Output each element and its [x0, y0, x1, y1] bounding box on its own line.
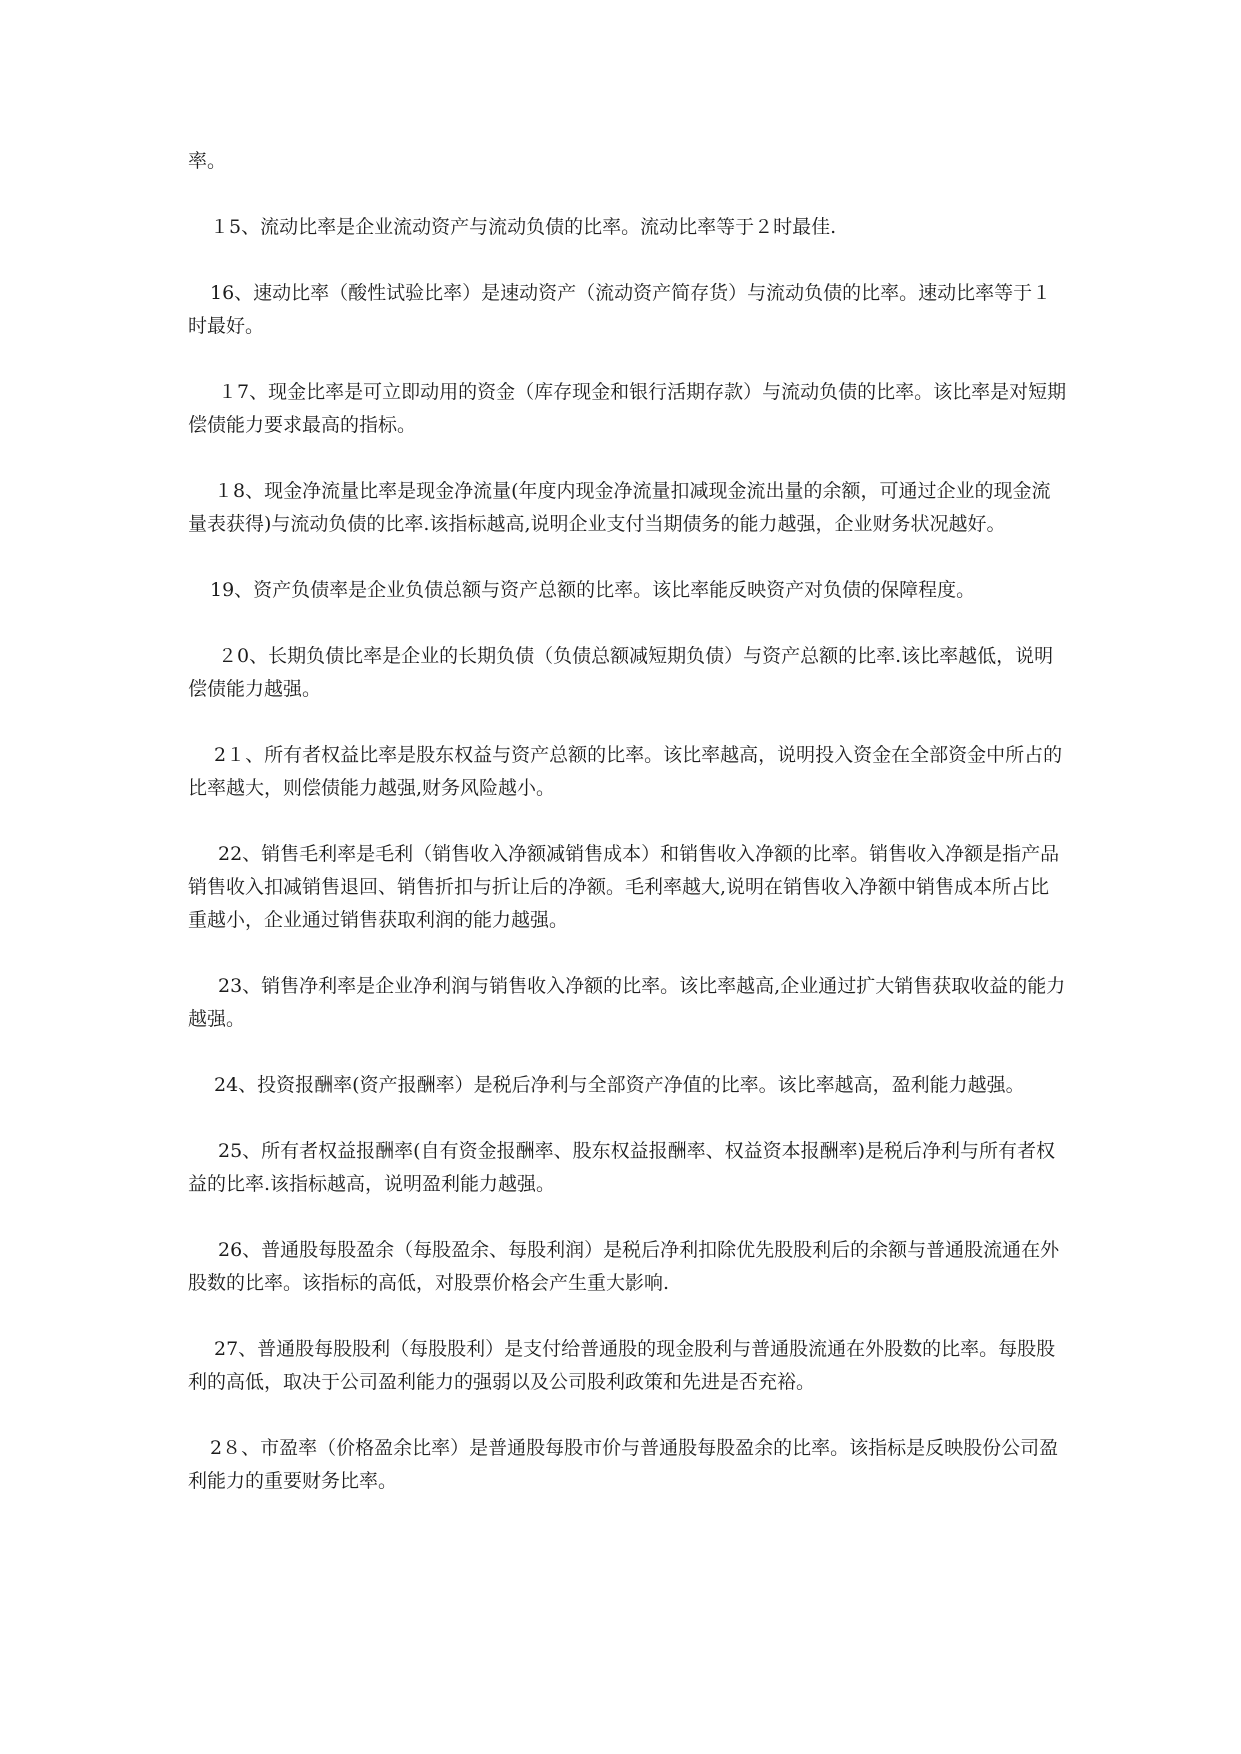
paragraph-20: ２0、长期负债比率是企业的长期负债（负债总额减短期负债）与资产总额的比率.该比率越低，说明偿债能力越强。 [188, 645, 1054, 700]
paragraph-27: 27、普通股每股股利（每股股利）是支付给普通股的现金股利与普通股流通在外股数的比率。每股股利的高低，取决于公司盈利能力的强弱以及公司股利政策和先进是否充裕。 [188, 1338, 1056, 1393]
paragraph-21: 2１、所有者权益比率是股东权益与资产总额的比率。该比率越高，说明投入资金在全部资金中所占的比率越大，则偿债能力越强,财务风险越小。 [188, 744, 1063, 799]
paragraph-22: 22、销售毛利率是毛利（销售收入净额减销售成本）和销售收入净额的比率。销售收入净额是指产品销售收入扣减销售退回、销售折扣与折让后的净额。毛利率越大,说明在销售收入净额中销售成本所占比重越小，企业通过销售获取利润的能力越强。 [188, 843, 1060, 931]
paragraph-19: 19、资产负债率是企业负债总额与资产总额的比率。该比率能反映资产对负债的保障程度。 [210, 579, 976, 601]
paragraph-23: 23、销售净利率是企业净利润与销售收入净额的比率。该比率越高,企业通过扩大销售获取收益的能力越强。 [188, 975, 1066, 1030]
paragraph-25: 25、所有者权益报酬率(自有资金报酬率、股东权益报酬率、权益资本报酬率)是税后净利与所有者权益的比率.该指标越高，说明盈利能力越强。 [188, 1140, 1056, 1195]
paragraph-26: 26、普通股每股盈余（每股盈余、每股利润）是税后净利扣除优先股股利后的余额与普通股流通在外股数的比率。该指标的高低，对股票价格会产生重大影响. [188, 1239, 1060, 1294]
paragraph-28: 2８、市盈率（价格盈余比率）是普通股每股市价与普通股每股盈余的比率。该指标是反映股份公司盈利能力的重要财务比率。 [188, 1437, 1059, 1492]
document-body [188, 145, 1068, 1531]
paragraph-24: 24、投资报酬率(资产报酬率）是税后净利与全部资产净值的比率。该比率越高，盈利能力越强。 [214, 1074, 1025, 1096]
paragraph-continuation: 率。 [188, 150, 227, 172]
paragraph-17: １7、现金比率是可立即动用的资金（库存现金和银行活期存款）与流动负债的比率。该比率是对短期偿债能力要求最高的指标。 [188, 381, 1067, 436]
paragraph-18: １8、现金净流量比率是现金净流量(年度内现金净流量扣减现金流出量的余额，可通过企业的现金流量表获得)与流动负债的比率.该指标越高,说明企业支付当期债务的能力越强，企业财务状况越好。 [188, 480, 1051, 535]
paragraph-15: １5、流动比率是企业流动资产与流动负债的比率。流动比率等于２时最佳. [210, 216, 837, 238]
paragraph-16: 16、速动比率（酸性试验比率）是速动资产（流动资产简存货）与流动负债的比率。速动比率等于１时最好。 [188, 282, 1052, 337]
